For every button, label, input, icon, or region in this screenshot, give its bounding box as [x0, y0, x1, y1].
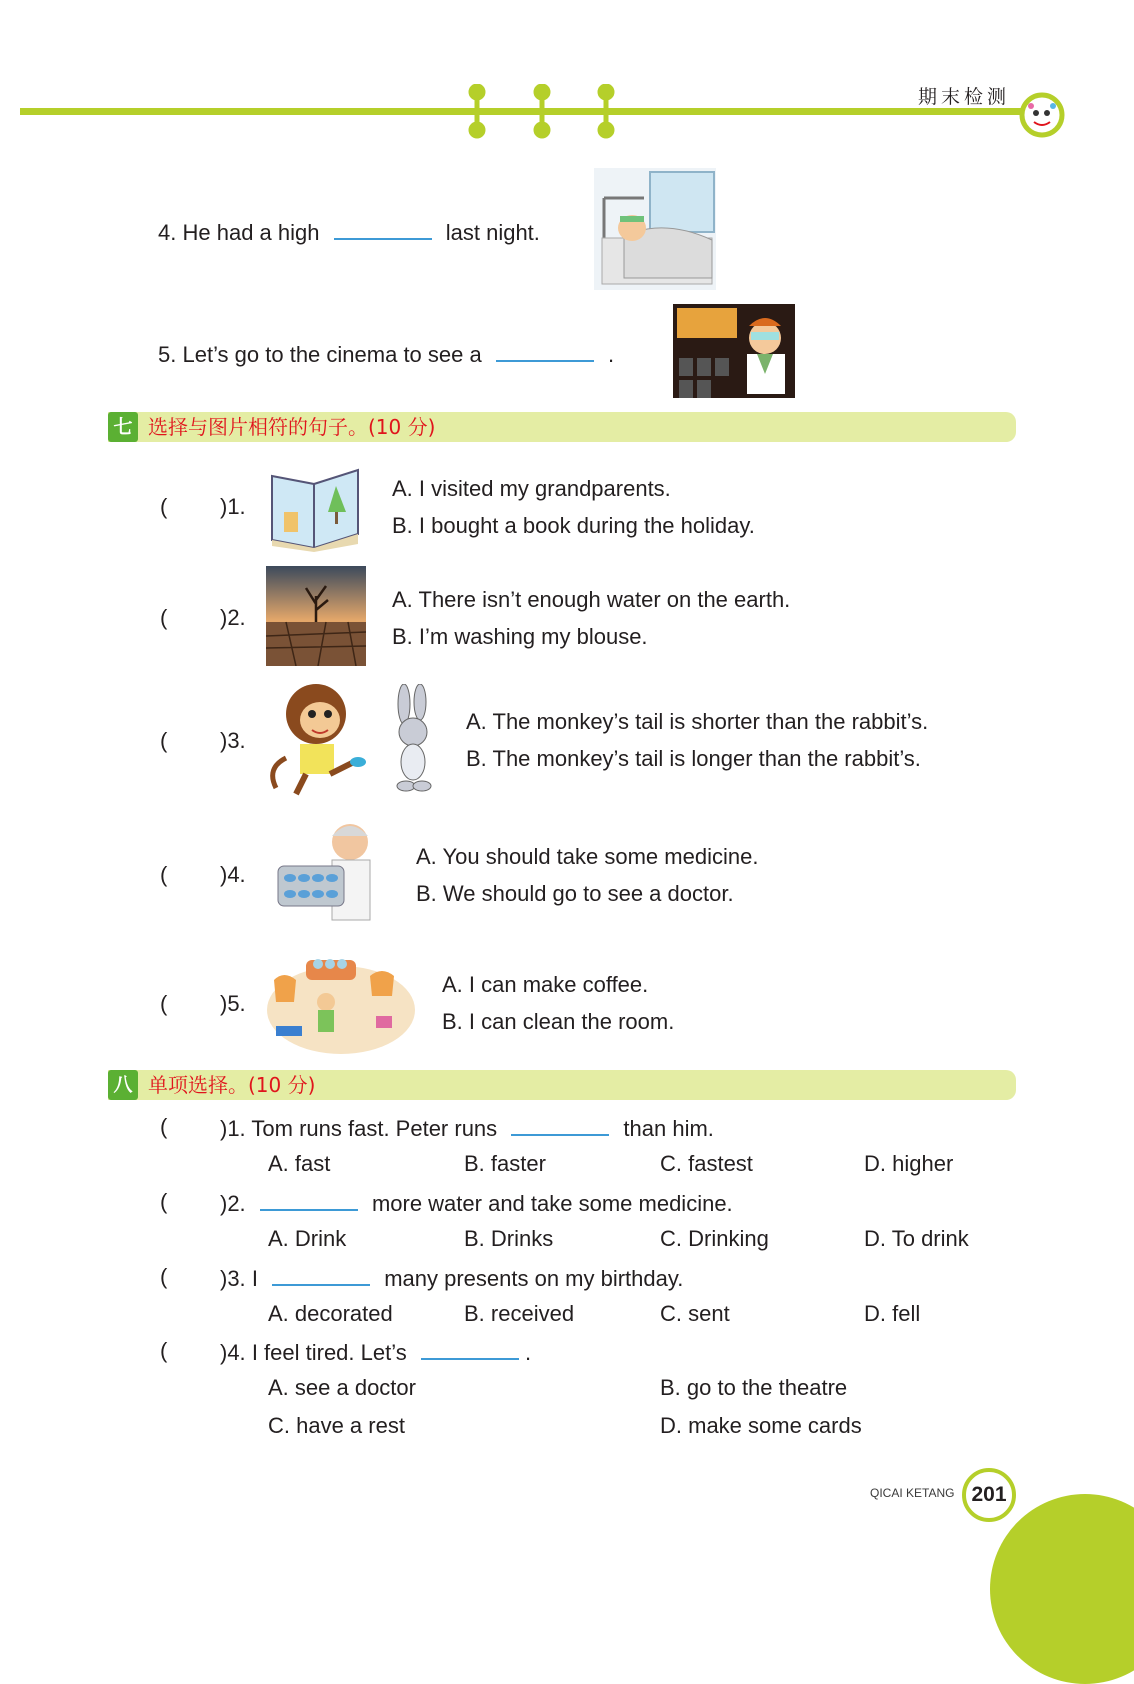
fill-in-item-4: [158, 218, 540, 246]
choice-c[interactable]: C. Drinking: [660, 1226, 769, 1251]
answer-paren[interactable]: (: [160, 1264, 168, 1289]
option-b[interactable]: B. We should go to see a doctor.: [416, 881, 734, 906]
item-number: )5.: [220, 991, 246, 1016]
option-a[interactable]: A. There isn’t enough water on the earth.: [392, 587, 791, 612]
option-a[interactable]: A. You should take some medicine.: [416, 844, 759, 869]
option-a[interactable]: A. I can make coffee.: [442, 972, 649, 997]
item-number: )4.: [220, 1340, 246, 1365]
doctor-with-pills-image: [266, 812, 390, 936]
answer-paren[interactable]: (: [160, 1114, 168, 1139]
item-number: )2.: [220, 1191, 246, 1216]
open-book-image: [266, 456, 364, 554]
answer-blank[interactable]: [260, 1189, 358, 1211]
sentence-before: I feel tired. Let’s: [251, 1340, 407, 1365]
choice-b[interactable]: B. faster: [464, 1151, 546, 1176]
section-title: 单项选择。(10 分): [148, 1073, 316, 1097]
choice-a[interactable]: A. fast: [268, 1151, 331, 1176]
header-title: 期末检测: [918, 86, 1011, 108]
option-b[interactable]: B. I bought a book during the holiday.: [392, 513, 755, 538]
sentence-before: I: [251, 1266, 258, 1291]
section-number: 八: [108, 1070, 138, 1100]
choice-c[interactable]: C. have a rest: [268, 1413, 405, 1438]
footer-corner-shape: [990, 1494, 1134, 1684]
choice-c[interactable]: C. fastest: [660, 1151, 753, 1176]
sick-boy-in-bed-image: [594, 168, 716, 290]
item-number: )4.: [220, 862, 246, 887]
answer-paren[interactable]: (: [160, 1338, 168, 1363]
question-3: [220, 1264, 683, 1292]
item-number: )1.: [220, 1116, 246, 1141]
sentence-after: .: [524, 1340, 532, 1365]
sentence-before: He had a high: [182, 220, 320, 245]
section-header-7: [108, 412, 1016, 442]
option-b[interactable]: B. The monkey’s tail is longer than the rabbit’s.: [466, 746, 921, 771]
choice-b[interactable]: B. go to the theatre: [660, 1375, 848, 1400]
choice-d[interactable]: D. make some cards: [660, 1413, 862, 1438]
sentence-after: than him.: [623, 1116, 714, 1141]
page-number-badge: [962, 1468, 1016, 1522]
footer-brand: QICAI KETANG: [870, 1486, 955, 1500]
section-number: 七: [108, 412, 138, 442]
cinema-image: [673, 304, 795, 398]
page-number: 201: [971, 1483, 1007, 1506]
sentence-after: many presents on my birthday.: [384, 1266, 684, 1291]
question-4: [220, 1338, 531, 1366]
choice-b[interactable]: B. received: [464, 1301, 575, 1326]
choice-c[interactable]: C. sent: [660, 1301, 730, 1326]
item-number: )3.: [220, 1266, 246, 1291]
answer-blank[interactable]: [511, 1114, 609, 1136]
choice-a[interactable]: A. decorated: [268, 1301, 393, 1326]
fill-in-item-5: [158, 340, 614, 368]
messy-room-image: [266, 950, 416, 1054]
header-binder-icon: [462, 84, 622, 140]
answer-paren[interactable]: (: [160, 605, 168, 630]
question-1: [220, 1114, 714, 1142]
sentence-after: last night.: [445, 220, 540, 245]
option-a[interactable]: A. I visited my grandparents.: [392, 476, 671, 501]
option-a[interactable]: A. The monkey’s tail is shorter than the rabbit’s.: [466, 709, 929, 734]
sentence-before: Tom runs fast. Peter runs: [251, 1116, 498, 1141]
drought-image: [266, 566, 366, 666]
choice-d[interactable]: D. higher: [864, 1151, 954, 1176]
option-b[interactable]: B. I can clean the room.: [442, 1009, 675, 1034]
answer-paren[interactable]: (: [160, 1189, 168, 1214]
rabbit-image: [386, 684, 440, 794]
item-number: 4.: [158, 220, 177, 245]
item-number: )1.: [220, 494, 246, 519]
choice-b[interactable]: B. Drinks: [464, 1226, 554, 1251]
answer-blank[interactable]: [421, 1338, 519, 1360]
option-b[interactable]: B. I’m washing my blouse.: [392, 624, 648, 649]
item-number: )3.: [220, 728, 246, 753]
choice-a[interactable]: A. Drink: [268, 1226, 347, 1251]
answer-paren[interactable]: (: [160, 494, 168, 519]
question-2: [220, 1189, 733, 1217]
choice-a[interactable]: A. see a doctor: [268, 1375, 416, 1400]
sentence-before: Let’s go to the cinema to see a: [182, 342, 482, 367]
section-title: 选择与图片相符的句子。(10 分): [148, 415, 436, 439]
item-number: 5.: [158, 342, 177, 367]
answer-paren[interactable]: (: [160, 862, 168, 887]
sentence-after: .: [607, 342, 615, 367]
choice-d[interactable]: D. fell: [864, 1301, 921, 1326]
item-number: )2.: [220, 605, 246, 630]
answer-blank[interactable]: [272, 1264, 370, 1286]
answer-blank[interactable]: [334, 218, 432, 240]
sentence-after: more water and take some medicine.: [371, 1191, 733, 1216]
answer-paren[interactable]: (: [160, 728, 168, 753]
monkey-image: [266, 678, 380, 800]
answer-paren[interactable]: (: [160, 991, 168, 1016]
choice-d[interactable]: D. To drink: [864, 1226, 969, 1251]
section-header-8: [108, 1070, 1016, 1100]
header-mascot-icon: [1018, 92, 1066, 138]
answer-blank[interactable]: [496, 340, 594, 362]
